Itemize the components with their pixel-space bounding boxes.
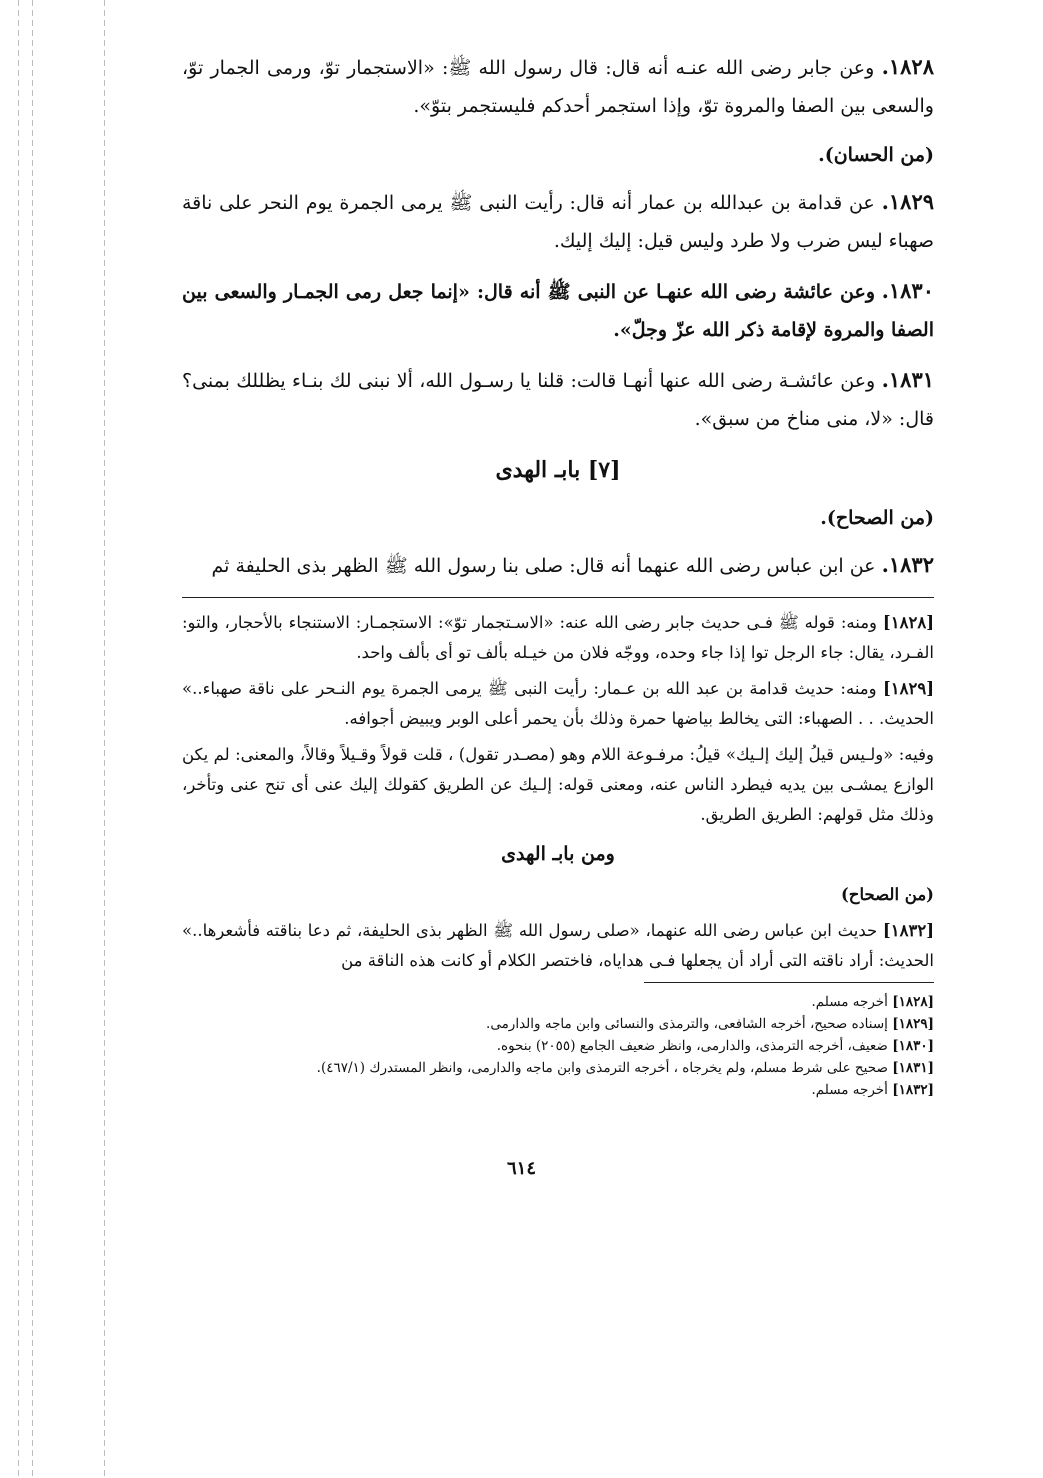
hadith-number: ١٨٣٢.: [881, 552, 934, 577]
commentary-1832: [182, 916, 934, 976]
document-page: [182, 48, 934, 1101]
hadith-number: ١٨٢٨.: [881, 54, 934, 79]
commentary-text: ومنه: حديث قدامة بن عبد الله بن عـمار: رأيت النبى ﷺ يرمى الجمرة يوم النـحر على ناقة صهباء..» الحديث. . . الصهباء: التى يخالط بياضها حمرة وذلك بأن يحمر أعلى الوبر ويبيض أجوافه.: [182, 679, 934, 728]
section-source-label: (من الحسان).: [818, 144, 934, 166]
hadith-text: عن ابن عباس رضى الله عنهما أنه قال: صلى بنا رسول الله ﷺ الظهر بذى الحليفة ثم: [211, 555, 876, 577]
hadith-1832: [182, 546, 934, 585]
commentary-1828: [182, 608, 934, 668]
footnote-item: [182, 991, 934, 1013]
hadith-text: وعن جابر رضى الله عنـه أنه قال: قال رسول الله ﷺ: «الاستجمار توّ، ورمى الجمار توّ، والسعى بين الصفا والمروة توّ، وإذا استجمر أحدكم فليستجمر بتوّ».: [182, 57, 934, 117]
commentary-chapter-heading: ومن بابـ الهدى: [501, 843, 615, 865]
hadith-text: وعن عائشة رضى الله عنهـا عن النبى ﷺ أنه قال: «إنما جعل رمى الجمـار والسعى بين الصفا والمروة لإقامة ذكر الله عزّ وجلّ».: [182, 281, 934, 341]
hadith-number: ١٨٣١.: [881, 367, 935, 392]
commentary-text: حديث ابن عباس رضى الله عنهما، «صلى رسول الله ﷺ الظهر بذى الحليفة، ثم دعا بناقته فأشعرها..» الحديث: أراد ناقته التى أراد أن يجعلها فـى هداياه، فاختصر الكلام أو كانت هذه الناقة من: [182, 921, 934, 970]
commentary-source-label: (من الصحاح): [840, 885, 934, 904]
footnote-text: إسناده صحيح، أخرجه الشافعى، والترمذى والنسائى وابن ماجه والدارمى.: [486, 1016, 888, 1032]
commentary-number: [١٨٢٩]: [882, 679, 935, 698]
footnote-number: [١٨٣٠]: [892, 1038, 934, 1054]
commentary-text: ومنه: قوله ﷺ فـى حديث جابر رضى الله عنه: «الاسـتجمار توّ»: الاستجمـار: الاستنجاء بالأحجار، والتو: الفـرد، يقال: جاء الرجل توا إذا جاء وحده، ووجّه فلان من خيـله بألف تو أى بألف واحد.: [182, 613, 934, 662]
commentary-section: [182, 608, 934, 976]
footnote-number: [١٨٢٨]: [892, 994, 934, 1010]
footnotes: [182, 991, 934, 1101]
hadith-1828: [182, 48, 934, 125]
footnote-item: [182, 1079, 934, 1101]
hadith-1830: [182, 272, 934, 349]
footnote-text: أخرجه مسلم.: [811, 994, 888, 1010]
footnote-text: صحيح على شرط مسلم، ولم يخرجاه ، أخرجه الترمذى وابن ماجه والدارمى، وانظر المستدرك (٤٦٧/١).: [316, 1060, 888, 1076]
commentary-1829: [182, 674, 934, 734]
footnote-text: ضعيف، أخرجه الترمذى، والدارمى، وانظر ضعيف الجامع (٢٠٥٥) بنحوه.: [496, 1038, 888, 1054]
hadith-text: عن قدامة بن عبدالله بن عمار أنه قال: رأيت النبى ﷺ يرمى الجمرة يوم النحر على ناقة صهباء ليس ضرب ولا طرد وليس قيل: إليك إليك.: [182, 192, 934, 252]
hadith-number: ١٨٢٩.: [881, 189, 935, 214]
footnote-item: [182, 1057, 934, 1079]
chapter-heading: [٧] بابـ الهدى: [495, 457, 621, 483]
footnote-item: [182, 1013, 934, 1035]
commentary-text: وفيه: «ولـيس قيلُ إليك إلـيك» قيلُ: مرفـوعة اللام وهو (مصـدر تقول) ، قلت قولاً وقـيلاً وقالاً، والمعنى: لم يكن الوازع يمشـى بين يديه فيطرد الناس عنه، ومعنى قوله: إلـيك عن الطريق كقولك إليك عنى أى تنح عنى وتأخر، وذلك مثل قولهم: الطريق الطريق.: [182, 745, 934, 824]
footnote-text: أخرجه مسلم.: [811, 1082, 888, 1098]
commentary-number: [١٨٢٨]: [882, 613, 934, 632]
chapter-source-label: (من الصحاح).: [820, 507, 934, 529]
footnote-item: [182, 1035, 934, 1057]
scan-edge-line: [18, 0, 19, 1478]
hadith-1831: [182, 361, 934, 438]
hadith-number: ١٨٣٠.: [881, 278, 934, 303]
hadith-1829: [182, 183, 934, 260]
commentary-1829-note: [182, 740, 934, 830]
commentary-number: [١٨٣٢]: [882, 921, 934, 940]
footnote-number: [١٨٣١]: [892, 1060, 934, 1076]
scan-edge-line: [32, 0, 33, 1478]
footnotes-divider: [644, 982, 934, 983]
footnote-number: [١٨٣٢]: [892, 1082, 934, 1098]
commentary-divider: [182, 597, 934, 598]
scan-edge-line: [104, 0, 105, 1478]
hadith-text: وعن عائشـة رضى الله عنها أنهـا قالت: قلنا يا رسـول الله، ألا نبنى لك بنـاء يظللك بمنى؟ قال: «لا، منى مناخ من سبق».: [182, 370, 934, 430]
page-number: ٦١٤: [506, 1158, 536, 1179]
footnote-number: [١٨٢٩]: [892, 1016, 934, 1032]
